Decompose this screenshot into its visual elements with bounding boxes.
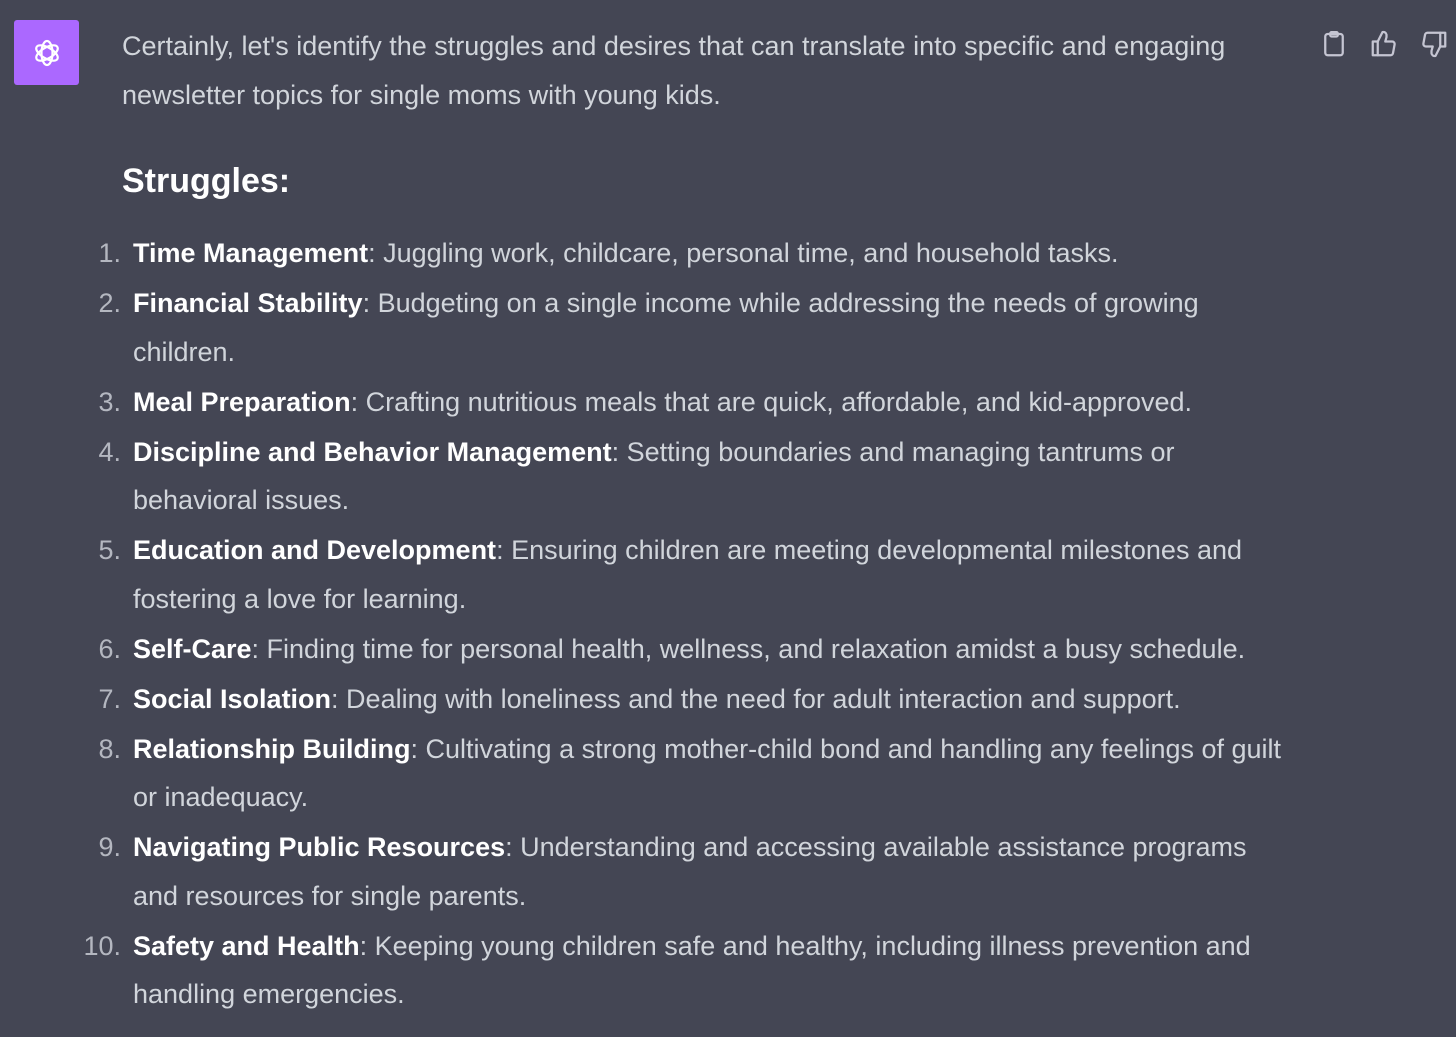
thumbs-up-button[interactable] — [1366, 26, 1402, 62]
section-heading: Struggles: — [122, 162, 291, 200]
struggles-list — [83, 229, 1297, 1019]
clipboard-icon — [1319, 29, 1349, 59]
list-item — [98, 229, 1297, 278]
list-item — [98, 428, 1297, 525]
list-item-term: Meal Preparation — [133, 386, 351, 417]
list-item-description: : Ensuring children are meeting developmental milestones and fostering a love for learning. — [133, 535, 1242, 614]
list-item-number: 3. — [98, 386, 121, 417]
list-item-description: : Setting boundaries and managing tantrums or behavioral issues. — [133, 436, 1175, 515]
list-item — [98, 625, 1297, 674]
list-item-term: Navigating Public Resources — [133, 832, 506, 862]
list-item-number: 7. — [98, 683, 121, 714]
list-item — [98, 725, 1297, 822]
list-item-term: Time Management — [133, 238, 369, 268]
list-item-number: 8. — [98, 733, 121, 764]
list-item-number: 4. — [98, 436, 121, 467]
list-item-number: 2. — [98, 288, 121, 318]
message-intro: Certainly, let's identify the struggles and desires that can translate into specific and engaging newsletter topics for single moms with young kids. — [122, 31, 1226, 110]
list-item-description: : Cultivating a strong mother-child bond and handling any feelings of guilt or inadequacy. — [133, 733, 1282, 812]
list-item — [98, 823, 1297, 920]
thumbs-down-icon — [1419, 29, 1449, 59]
list-item-number: 10. — [83, 930, 121, 961]
list-item-term: Discipline and Behavior Management — [133, 436, 612, 467]
list-item-description: : Dealing with loneliness and the need for adult interaction and support. — [331, 683, 1181, 714]
list-item — [98, 279, 1297, 376]
list-item-term: Relationship Building — [133, 733, 411, 764]
list-item-term: Safety and Health — [133, 930, 360, 961]
list-item-number: 1. — [98, 238, 121, 268]
list-item-term: Education and Development — [133, 535, 497, 565]
list-item-description: : Finding time for personal health, wellness, and relaxation amidst a busy schedule. — [251, 633, 1246, 664]
list-item-term: Financial Stability — [133, 288, 363, 318]
list-item — [83, 922, 1297, 1019]
thumbs-down-button[interactable] — [1416, 26, 1452, 62]
list-item-description: : Understanding and accessing available assistance programs and resources for single parents. — [133, 832, 1247, 911]
list-item-number: 5. — [98, 535, 121, 565]
list-item — [98, 378, 1297, 427]
list-item — [98, 675, 1297, 724]
list-item-description: : Crafting nutritious meals that are quick, affordable, and kid-approved. — [350, 386, 1193, 417]
thumbs-up-icon — [1369, 29, 1399, 59]
list-item-description: : Keeping young children safe and healthy, including illness prevention and handling emergencies. — [133, 930, 1251, 1009]
copy-button[interactable] — [1316, 26, 1352, 62]
list-item-description: : Budgeting on a single income while addressing the needs of growing children. — [133, 288, 1199, 367]
list-item-term: Self-Care — [133, 633, 252, 664]
list-item — [98, 526, 1297, 623]
list-item-number: 6. — [98, 633, 121, 664]
list-item-description: : Juggling work, childcare, personal time, and household tasks. — [368, 238, 1119, 268]
assistant-avatar — [14, 20, 79, 85]
list-item-term: Social Isolation — [133, 683, 332, 714]
list-item-number: 9. — [98, 832, 121, 862]
openai-logo-icon — [27, 33, 67, 73]
assistant-message — [83, 22, 1297, 1020]
message-actions — [1316, 26, 1452, 62]
